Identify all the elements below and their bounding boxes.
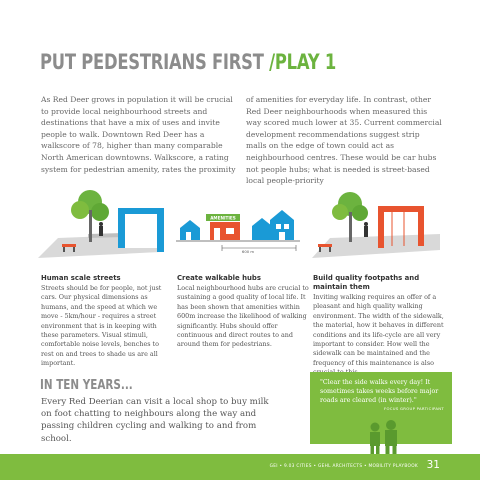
intro-right-column: of amenities for everyday life. In contrast, other Red Deer neighbourhoods when measured this way scored much lower at 35. Current commercial development recommendations suggest strip malls on the edge of town could act as neighbourhood centres. These would be car hubs not people hubs; what is needed is street-based local people-priority [246, 95, 442, 186]
footpaths-illustration [312, 192, 440, 258]
column-human-scale [41, 274, 173, 369]
ten-years-heading: IN TEN YEARS... [40, 378, 133, 393]
column-body: Local neighbourhood hubs are crucial to sustaining a good quality of local life. It has been shown that amenities within 600m increase the likelihood of walking significantly. Hubs should offer continuous and direct routes to and around them for pedestrians. [177, 284, 309, 349]
page-number: 31 [426, 459, 440, 471]
intro-left-column: As Red Deer grows in population it will be crucial to provide local neighbourhood streets and destinations that have a mix of uses and invite people to walk. Downtown Red Deer has a walkscore of 78, higher than many comparable North American downtowns. Walkscore, a rating system for pedestrian amenity, rates the proximity [41, 95, 236, 174]
column-walkable-hubs [177, 274, 309, 350]
column-body: Streets should be for people, not just cars. Our physical dimensions as humans, and the speed at which we move - 5km/hour - requires a street environment that is in keeping with these parameters. Visual stimuli, comfortable noise levels, benches to rest on and trees to shade us are all important. [41, 284, 162, 368]
footer-bar [0, 454, 480, 480]
human-scale-illustration [38, 190, 164, 258]
walkable-hubs-illustration [176, 210, 300, 254]
column-heading: Create walkable hubs [177, 274, 261, 282]
column-body: Inviting walking requires an offer of a pleasant and high quality walking environment. The width of the sidewalk, the material, how it behaves in different conditions and its life-cycle are all very important to consider. How well the sidewalk can be maintained and the frequency of this maintenance is also [313, 293, 444, 367]
page-title [40, 50, 336, 74]
title-play: /PLAY 1 [269, 50, 337, 74]
title-main: PUT PEDESTRIANS FIRST [40, 50, 264, 74]
amenities-label: AMENITIES [210, 215, 236, 221]
footer-text: GEI • 9.03 CITIES • GEHL ARCHITECTS • MOBILITY PLAYBOOK [269, 464, 418, 469]
quote-text: "Clear the side walks every day! It sometimes takes weeks before major roads are cleared (in winter)." [320, 379, 439, 404]
column-heading: Build quality footpaths and maintain them [313, 274, 420, 291]
column-footpaths [313, 274, 445, 378]
illustration-strip [0, 188, 480, 268]
ten-years-text: Every Red Deerian can visit a local shop to buy milk on foot chatting to neighbours along the way and passing children cycling and walking to and from school. [41, 397, 269, 444]
distance-label: 600 m [241, 249, 255, 254]
quote-source: FOCUS GROUP PARTICIPANT [384, 406, 444, 411]
column-heading: Human scale streets [41, 274, 121, 282]
